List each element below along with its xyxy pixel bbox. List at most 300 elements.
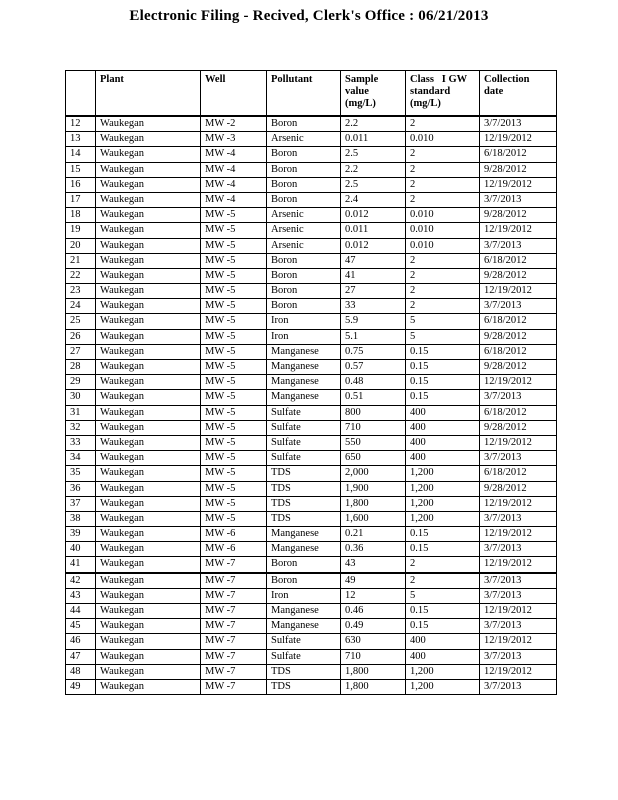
cell-standard: 5 <box>406 329 480 344</box>
table-row <box>66 405 557 420</box>
cell-well: MW -7 <box>201 634 267 649</box>
cell-row-number: 25 <box>66 314 96 329</box>
cell-plant: Waukegan <box>96 420 201 435</box>
cell-collection-date: 6/18/2012 <box>480 147 557 162</box>
cell-standard: 0.010 <box>406 238 480 253</box>
cell-collection-date: 6/18/2012 <box>480 253 557 268</box>
cell-well: MW -7 <box>201 588 267 603</box>
cell-sample-value: 0.011 <box>341 132 406 147</box>
cell-well: MW -5 <box>201 238 267 253</box>
table-row <box>66 511 557 526</box>
cell-well: MW -5 <box>201 360 267 375</box>
table-row <box>66 588 557 603</box>
cell-plant: Waukegan <box>96 496 201 511</box>
table-row <box>66 162 557 177</box>
cell-plant: Waukegan <box>96 132 201 147</box>
cell-standard: 400 <box>406 649 480 664</box>
cell-row-number: 28 <box>66 360 96 375</box>
cell-well: MW -5 <box>201 511 267 526</box>
cell-pollutant: Arsenic <box>267 208 341 223</box>
table-row <box>66 147 557 162</box>
cell-row-number: 23 <box>66 284 96 299</box>
header-sample-value <box>341 71 406 117</box>
cell-row-number: 29 <box>66 375 96 390</box>
cell-plant: Waukegan <box>96 344 201 359</box>
cell-well: MW -7 <box>201 679 267 694</box>
cell-well: MW -7 <box>201 573 267 589</box>
cell-collection-date: 3/7/2013 <box>480 542 557 557</box>
cell-standard: 2 <box>406 557 480 573</box>
cell-sample-value: 1,800 <box>341 496 406 511</box>
cell-pollutant: Arsenic <box>267 132 341 147</box>
cell-pollutant: Boron <box>267 299 341 314</box>
cell-plant: Waukegan <box>96 466 201 481</box>
cell-collection-date: 12/19/2012 <box>480 375 557 390</box>
header-standard <box>406 71 480 117</box>
cell-row-number: 13 <box>66 132 96 147</box>
cell-well: MW -5 <box>201 329 267 344</box>
cell-plant: Waukegan <box>96 542 201 557</box>
cell-collection-date: 12/19/2012 <box>480 496 557 511</box>
cell-row-number: 12 <box>66 116 96 132</box>
header-collection-date-line1: Collection <box>484 74 530 85</box>
header-sample-value-line3: (mg/L) <box>345 98 376 109</box>
table-row <box>66 634 557 649</box>
table-row <box>66 360 557 375</box>
cell-pollutant: Sulfate <box>267 420 341 435</box>
cell-plant: Waukegan <box>96 619 201 634</box>
cell-well: MW -5 <box>201 268 267 283</box>
cell-standard: 400 <box>406 435 480 450</box>
cell-plant: Waukegan <box>96 649 201 664</box>
cell-pollutant: Boron <box>267 147 341 162</box>
cell-sample-value: 0.51 <box>341 390 406 405</box>
cell-standard: 0.15 <box>406 542 480 557</box>
cell-row-number: 19 <box>66 223 96 238</box>
table-row <box>66 451 557 466</box>
cell-plant: Waukegan <box>96 604 201 619</box>
cell-well: MW -5 <box>201 481 267 496</box>
cell-row-number: 34 <box>66 451 96 466</box>
cell-sample-value: 43 <box>341 557 406 573</box>
cell-plant: Waukegan <box>96 314 201 329</box>
table-row <box>66 208 557 223</box>
table-row <box>66 573 557 589</box>
cell-collection-date: 12/19/2012 <box>480 284 557 299</box>
cell-plant: Waukegan <box>96 329 201 344</box>
cell-sample-value: 0.011 <box>341 223 406 238</box>
cell-collection-date: 9/28/2012 <box>480 360 557 375</box>
header-standard-line1: Class I GW <box>410 74 468 85</box>
cell-sample-value: 2.2 <box>341 162 406 177</box>
cell-sample-value: 0.21 <box>341 527 406 542</box>
cell-collection-date: 12/19/2012 <box>480 604 557 619</box>
cell-plant: Waukegan <box>96 177 201 192</box>
cell-plant: Waukegan <box>96 360 201 375</box>
cell-sample-value: 0.36 <box>341 542 406 557</box>
table-row <box>66 268 557 283</box>
cell-sample-value: 0.48 <box>341 375 406 390</box>
cell-collection-date: 12/19/2012 <box>480 223 557 238</box>
cell-pollutant: Iron <box>267 588 341 603</box>
cell-well: MW -7 <box>201 649 267 664</box>
cell-pollutant: Arsenic <box>267 223 341 238</box>
cell-well: MW -4 <box>201 162 267 177</box>
cell-standard: 1,200 <box>406 466 480 481</box>
cell-row-number: 37 <box>66 496 96 511</box>
cell-collection-date: 9/28/2012 <box>480 268 557 283</box>
table-row <box>66 284 557 299</box>
cell-sample-value: 2.5 <box>341 177 406 192</box>
cell-plant: Waukegan <box>96 238 201 253</box>
cell-pollutant: TDS <box>267 496 341 511</box>
cell-collection-date: 3/7/2013 <box>480 116 557 132</box>
cell-plant: Waukegan <box>96 679 201 694</box>
cell-plant: Waukegan <box>96 573 201 589</box>
cell-pollutant: Manganese <box>267 619 341 634</box>
cell-collection-date: 9/28/2012 <box>480 329 557 344</box>
cell-collection-date: 3/7/2013 <box>480 192 557 207</box>
cell-sample-value: 710 <box>341 649 406 664</box>
cell-collection-date: 3/7/2013 <box>480 649 557 664</box>
cell-sample-value: 5.1 <box>341 329 406 344</box>
cell-plant: Waukegan <box>96 390 201 405</box>
cell-well: MW -5 <box>201 496 267 511</box>
cell-pollutant: TDS <box>267 511 341 526</box>
cell-sample-value: 1,800 <box>341 664 406 679</box>
cell-pollutant: TDS <box>267 466 341 481</box>
cell-row-number: 31 <box>66 405 96 420</box>
cell-sample-value: 2.4 <box>341 192 406 207</box>
table-row <box>66 619 557 634</box>
cell-plant: Waukegan <box>96 435 201 450</box>
header-pollutant-label: Pollutant <box>271 74 313 85</box>
cell-collection-date: 12/19/2012 <box>480 177 557 192</box>
cell-sample-value: 33 <box>341 299 406 314</box>
cell-sample-value: 49 <box>341 573 406 589</box>
table-row <box>66 238 557 253</box>
cell-collection-date: 12/19/2012 <box>480 132 557 147</box>
cell-standard: 5 <box>406 314 480 329</box>
header-plant-label: Plant <box>100 74 124 85</box>
cell-plant: Waukegan <box>96 664 201 679</box>
cell-well: MW -4 <box>201 192 267 207</box>
cell-well: MW -5 <box>201 253 267 268</box>
cell-pollutant: Boron <box>267 162 341 177</box>
cell-row-number: 22 <box>66 268 96 283</box>
cell-collection-date: 12/19/2012 <box>480 557 557 573</box>
cell-collection-date: 12/19/2012 <box>480 527 557 542</box>
cell-sample-value: 0.49 <box>341 619 406 634</box>
cell-row-number: 36 <box>66 481 96 496</box>
cell-pollutant: Boron <box>267 557 341 573</box>
cell-collection-date: 6/18/2012 <box>480 466 557 481</box>
cell-collection-date: 3/7/2013 <box>480 299 557 314</box>
cell-standard: 1,200 <box>406 481 480 496</box>
cell-standard: 2 <box>406 573 480 589</box>
cell-row-number: 38 <box>66 511 96 526</box>
table-row <box>66 344 557 359</box>
cell-row-number: 41 <box>66 557 96 573</box>
cell-row-number: 33 <box>66 435 96 450</box>
cell-sample-value: 5.9 <box>341 314 406 329</box>
cell-collection-date: 6/18/2012 <box>480 344 557 359</box>
cell-sample-value: 800 <box>341 405 406 420</box>
cell-well: MW -5 <box>201 208 267 223</box>
cell-plant: Waukegan <box>96 284 201 299</box>
cell-standard: 0.15 <box>406 604 480 619</box>
cell-collection-date: 3/7/2013 <box>480 679 557 694</box>
cell-pollutant: Manganese <box>267 360 341 375</box>
cell-pollutant: Boron <box>267 253 341 268</box>
cell-sample-value: 47 <box>341 253 406 268</box>
header-collection-date <box>480 71 557 117</box>
cell-well: MW -5 <box>201 284 267 299</box>
table-row <box>66 329 557 344</box>
cell-collection-date: 12/19/2012 <box>480 634 557 649</box>
cell-plant: Waukegan <box>96 451 201 466</box>
cell-sample-value: 2.5 <box>341 147 406 162</box>
cell-well: MW -5 <box>201 344 267 359</box>
cell-collection-date: 9/28/2012 <box>480 420 557 435</box>
cell-pollutant: Manganese <box>267 344 341 359</box>
header-sample-value-line2: value <box>345 86 369 97</box>
cell-collection-date: 12/19/2012 <box>480 664 557 679</box>
cell-well: MW -5 <box>201 435 267 450</box>
cell-well: MW -5 <box>201 390 267 405</box>
cell-well: MW -5 <box>201 375 267 390</box>
cell-standard: 2 <box>406 162 480 177</box>
cell-pollutant: Boron <box>267 268 341 283</box>
cell-pollutant: Boron <box>267 116 341 132</box>
cell-standard: 400 <box>406 405 480 420</box>
cell-row-number: 49 <box>66 679 96 694</box>
cell-pollutant: Sulfate <box>267 451 341 466</box>
cell-pollutant: Iron <box>267 314 341 329</box>
header-sample-value-line1: Sample <box>345 74 379 85</box>
cell-pollutant: Iron <box>267 329 341 344</box>
cell-row-number: 43 <box>66 588 96 603</box>
cell-pollutant: Sulfate <box>267 435 341 450</box>
cell-standard: 400 <box>406 420 480 435</box>
cell-well: MW -7 <box>201 664 267 679</box>
cell-collection-date: 3/7/2013 <box>480 619 557 634</box>
cell-standard: 1,200 <box>406 664 480 679</box>
table-row <box>66 314 557 329</box>
cell-row-number: 42 <box>66 573 96 589</box>
cell-row-number: 35 <box>66 466 96 481</box>
cell-sample-value: 2,000 <box>341 466 406 481</box>
cell-standard: 0.010 <box>406 208 480 223</box>
header-well-label: Well <box>205 74 226 85</box>
table-row <box>66 390 557 405</box>
cell-well: MW -7 <box>201 557 267 573</box>
table-header-row <box>66 71 557 117</box>
cell-row-number: 45 <box>66 619 96 634</box>
cell-pollutant: Sulfate <box>267 634 341 649</box>
table-row <box>66 177 557 192</box>
cell-pollutant: Manganese <box>267 527 341 542</box>
table-header <box>66 71 557 117</box>
table-row <box>66 223 557 238</box>
cell-standard: 0.15 <box>406 390 480 405</box>
table-row <box>66 481 557 496</box>
cell-standard: 2 <box>406 192 480 207</box>
cell-pollutant: TDS <box>267 664 341 679</box>
table-row <box>66 132 557 147</box>
cell-row-number: 48 <box>66 664 96 679</box>
cell-pollutant: Sulfate <box>267 649 341 664</box>
cell-sample-value: 2.2 <box>341 116 406 132</box>
cell-plant: Waukegan <box>96 162 201 177</box>
cell-sample-value: 0.46 <box>341 604 406 619</box>
cell-pollutant: Manganese <box>267 390 341 405</box>
cell-well: MW -4 <box>201 147 267 162</box>
cell-row-number: 44 <box>66 604 96 619</box>
cell-sample-value: 710 <box>341 420 406 435</box>
cell-standard: 1,200 <box>406 511 480 526</box>
cell-plant: Waukegan <box>96 208 201 223</box>
cell-well: MW -2 <box>201 116 267 132</box>
cell-pollutant: Boron <box>267 284 341 299</box>
table-row <box>66 192 557 207</box>
cell-plant: Waukegan <box>96 511 201 526</box>
cell-row-number: 17 <box>66 192 96 207</box>
cell-standard: 0.15 <box>406 527 480 542</box>
table-row <box>66 664 557 679</box>
cell-pollutant: TDS <box>267 679 341 694</box>
cell-standard: 1,200 <box>406 679 480 694</box>
cell-standard: 400 <box>406 451 480 466</box>
cell-well: MW -5 <box>201 299 267 314</box>
cell-pollutant: Manganese <box>267 604 341 619</box>
header-collection-date-line2: date <box>484 86 504 97</box>
cell-pollutant: Boron <box>267 177 341 192</box>
cell-standard: 0.010 <box>406 223 480 238</box>
cell-sample-value: 12 <box>341 588 406 603</box>
cell-sample-value: 0.75 <box>341 344 406 359</box>
cell-pollutant: Manganese <box>267 375 341 390</box>
cell-row-number: 15 <box>66 162 96 177</box>
cell-plant: Waukegan <box>96 223 201 238</box>
cell-well: MW -5 <box>201 405 267 420</box>
cell-plant: Waukegan <box>96 192 201 207</box>
cell-plant: Waukegan <box>96 557 201 573</box>
cell-standard: 2 <box>406 116 480 132</box>
cell-sample-value: 1,900 <box>341 481 406 496</box>
cell-sample-value: 0.57 <box>341 360 406 375</box>
cell-collection-date: 3/7/2013 <box>480 238 557 253</box>
table-row <box>66 375 557 390</box>
cell-collection-date: 6/18/2012 <box>480 314 557 329</box>
cell-sample-value: 0.012 <box>341 238 406 253</box>
table-row <box>66 679 557 694</box>
table-row <box>66 557 557 573</box>
header-pollutant <box>267 71 341 117</box>
cell-plant: Waukegan <box>96 147 201 162</box>
cell-plant: Waukegan <box>96 588 201 603</box>
cell-row-number: 21 <box>66 253 96 268</box>
cell-sample-value: 630 <box>341 634 406 649</box>
table-body <box>66 116 557 695</box>
cell-row-number: 24 <box>66 299 96 314</box>
cell-pollutant: Arsenic <box>267 238 341 253</box>
cell-well: MW -5 <box>201 314 267 329</box>
cell-row-number: 20 <box>66 238 96 253</box>
cell-row-number: 14 <box>66 147 96 162</box>
document-title: Electronic Filing - Recived, Clerk's Office : 06/21/2013 <box>129 8 489 24</box>
cell-well: MW -7 <box>201 604 267 619</box>
cell-collection-date: 9/28/2012 <box>480 481 557 496</box>
cell-sample-value: 41 <box>341 268 406 283</box>
cell-sample-value: 1,800 <box>341 679 406 694</box>
cell-well: MW -7 <box>201 619 267 634</box>
table-row <box>66 604 557 619</box>
table-row <box>66 420 557 435</box>
cell-plant: Waukegan <box>96 481 201 496</box>
cell-plant: Waukegan <box>96 268 201 283</box>
cell-collection-date: 12/19/2012 <box>480 435 557 450</box>
cell-row-number: 16 <box>66 177 96 192</box>
cell-plant: Waukegan <box>96 527 201 542</box>
cell-pollutant: Sulfate <box>267 405 341 420</box>
table-row <box>66 466 557 481</box>
cell-pollutant: Boron <box>267 192 341 207</box>
cell-standard: 0.15 <box>406 360 480 375</box>
cell-standard: 0.010 <box>406 132 480 147</box>
cell-collection-date: 9/28/2012 <box>480 208 557 223</box>
cell-row-number: 46 <box>66 634 96 649</box>
cell-collection-date: 3/7/2013 <box>480 573 557 589</box>
cell-sample-value: 550 <box>341 435 406 450</box>
cell-row-number: 26 <box>66 329 96 344</box>
cell-row-number: 30 <box>66 390 96 405</box>
cell-plant: Waukegan <box>96 405 201 420</box>
cell-sample-value: 27 <box>341 284 406 299</box>
cell-plant: Waukegan <box>96 634 201 649</box>
cell-well: MW -3 <box>201 132 267 147</box>
cell-standard: 2 <box>406 299 480 314</box>
data-table <box>65 70 557 695</box>
cell-standard: 2 <box>406 268 480 283</box>
cell-well: MW -5 <box>201 451 267 466</box>
table-row <box>66 435 557 450</box>
cell-collection-date: 6/18/2012 <box>480 405 557 420</box>
cell-collection-date: 3/7/2013 <box>480 511 557 526</box>
cell-standard: 0.15 <box>406 344 480 359</box>
table-row <box>66 542 557 557</box>
header-standard-line3: (mg/L) <box>410 98 441 109</box>
cell-well: MW -4 <box>201 177 267 192</box>
table-row <box>66 253 557 268</box>
cell-row-number: 47 <box>66 649 96 664</box>
cell-well: MW -5 <box>201 420 267 435</box>
cell-standard: 2 <box>406 253 480 268</box>
cell-standard: 2 <box>406 177 480 192</box>
cell-standard: 2 <box>406 147 480 162</box>
cell-collection-date: 3/7/2013 <box>480 588 557 603</box>
cell-well: MW -5 <box>201 223 267 238</box>
table-row <box>66 496 557 511</box>
cell-pollutant: TDS <box>267 481 341 496</box>
cell-collection-date: 3/7/2013 <box>480 451 557 466</box>
cell-row-number: 18 <box>66 208 96 223</box>
header-plant <box>96 71 201 117</box>
cell-plant: Waukegan <box>96 375 201 390</box>
cell-pollutant: Manganese <box>267 542 341 557</box>
cell-sample-value: 0.012 <box>341 208 406 223</box>
cell-standard: 5 <box>406 588 480 603</box>
